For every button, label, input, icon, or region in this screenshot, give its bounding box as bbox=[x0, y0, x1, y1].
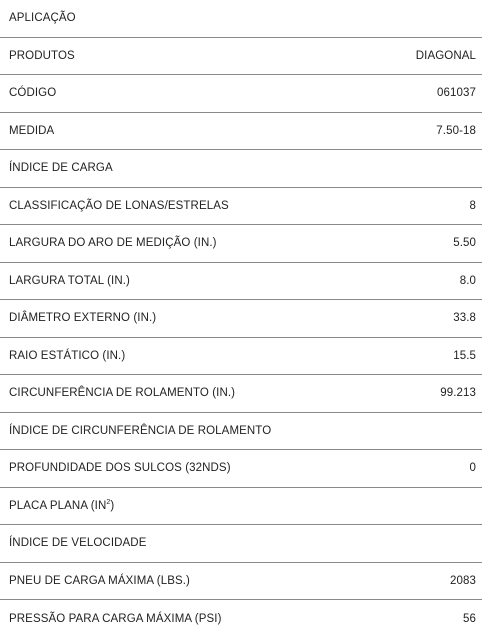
spec-label: PRODUTOS bbox=[9, 49, 75, 62]
spec-row-raio-estatico bbox=[0, 338, 482, 376]
spec-label: RAIO ESTÁTICO (IN.) bbox=[9, 349, 126, 362]
spec-row-produtos bbox=[0, 38, 482, 76]
spec-row-diametro-externo bbox=[0, 300, 482, 338]
spec-label-text: PLACA PLANA (IN bbox=[9, 499, 107, 512]
spec-value: 0 bbox=[469, 462, 476, 475]
spec-label: PROFUNDIDADE DOS SULCOS (32NDS) bbox=[9, 462, 231, 475]
spec-label-suffix: ) bbox=[110, 499, 115, 512]
spec-label: LARGURA DO ARO DE MEDIÇÃO (IN.) bbox=[9, 237, 217, 250]
spec-row-profundidade-dos-sulcos bbox=[0, 450, 482, 488]
spec-value: 061037 bbox=[437, 87, 476, 100]
spec-label: MEDIDA bbox=[9, 124, 55, 137]
spec-value: 33.8 bbox=[453, 312, 476, 325]
spec-label: PNEU DE CARGA MÁXIMA (LBS.) bbox=[9, 574, 190, 587]
spec-label: CIRCUNFERÊNCIA DE ROLAMENTO (IN.) bbox=[9, 387, 236, 400]
spec-value: 56 bbox=[463, 612, 476, 625]
spec-label: DIÂMETRO EXTERNO (IN.) bbox=[9, 312, 157, 325]
spec-row-pressao-para-carga-maxima bbox=[0, 600, 482, 638]
spec-label: CÓDIGO bbox=[9, 87, 57, 100]
spec-label: ÍNDICE DE CARGA bbox=[9, 162, 113, 175]
spec-value: 7.50-18 bbox=[436, 124, 476, 137]
spec-row-indice-de-circunferencia bbox=[0, 413, 482, 451]
spec-row-pneu-de-carga-maxima bbox=[0, 563, 482, 601]
spec-label: LARGURA TOTAL (IN.) bbox=[9, 274, 130, 287]
spec-row-codigo bbox=[0, 75, 482, 113]
spec-label bbox=[9, 500, 114, 512]
spec-row-placa-plana bbox=[0, 488, 482, 526]
spec-label-superscript: 2 bbox=[106, 498, 111, 506]
spec-label: APLICAÇÃO bbox=[9, 12, 76, 25]
spec-value: 8.0 bbox=[459, 274, 476, 287]
spec-row-indice-de-velocidade bbox=[0, 525, 482, 563]
spec-label: ÍNDICE DE CIRCUNFERÊNCIA DE ROLAMENTO bbox=[9, 424, 272, 437]
spec-row-medida bbox=[0, 113, 482, 151]
spec-value: 15.5 bbox=[453, 349, 476, 362]
spec-row-indice-de-carga bbox=[0, 150, 482, 188]
spec-row-largura-total bbox=[0, 263, 482, 301]
spec-label: ÍNDICE DE VELOCIDADE bbox=[9, 537, 147, 550]
spec-row-classificacao-de-lonas bbox=[0, 188, 482, 226]
spec-value: 8 bbox=[469, 199, 476, 212]
spec-row-largura-do-aro bbox=[0, 225, 482, 263]
spec-label: PRESSÃO PARA CARGA MÁXIMA (PSI) bbox=[9, 612, 222, 625]
spec-value: 99.213 bbox=[440, 387, 476, 400]
spec-value: DIAGONAL bbox=[415, 49, 476, 62]
spec-label: CLASSIFICAÇÃO DE LONAS/ESTRELAS bbox=[9, 199, 229, 212]
spec-value: 2083 bbox=[450, 574, 476, 587]
spec-row-circunferencia-de-rolamento bbox=[0, 375, 482, 413]
spec-row-aplicacao bbox=[0, 0, 482, 38]
spec-value: 5.50 bbox=[453, 237, 476, 250]
